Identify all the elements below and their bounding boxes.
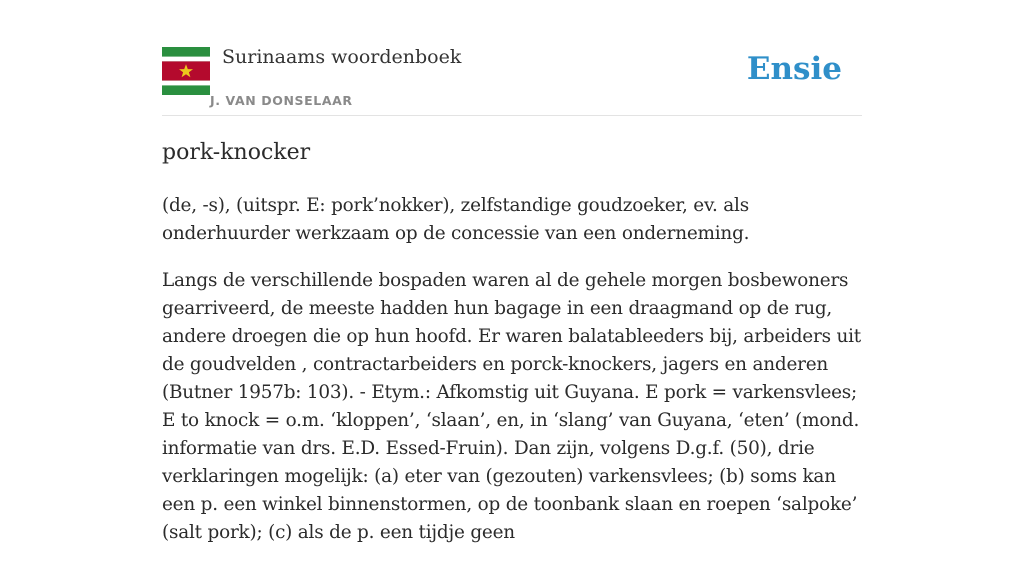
header-divider <box>162 115 862 116</box>
ensie-logo-link[interactable]: Ensie <box>746 51 842 87</box>
source-author[interactable]: J. VAN DONSELAAR <box>210 93 353 108</box>
definition-paragraph: Langs de verschillende bospaden waren al de gehele morgen bosbewoners gearriveerd, de meeste hadden hun bagage in een draagmand op de rug, andere droegen die op hun hoofd. Er waren balatableeders bij, arbeiders uit de goudvelden , contractarbeiders en porck-knockers, jagers en anderen (Butner 1957b: 103). - Etym.: Afkomstig uit Guyana. E pork = varkensvlees; E to knock = o.m. ‘kloppen’, ‘slaan’, en, in ‘slang’ van Guyana, ‘eten’ (mond. informatie van drs. E.D. Essed-Fruin). Dan zijn, volgens D.g.f. (50), drie verklaringen mogelijk: (a) eter van (gezouten) varkensvlees; (b) soms kan een p. een winkel binnenstormen, op de toonbank slaan en roepen ‘salpoke’ (salt pork); (c) als de p. een tijdje geen <box>162 270 861 543</box>
definition-paragraph: (de, -s), (uitspr. E: pork’nokker), zelfstandige goudzoeker, ev. als onderhuurder werkzaam op de concessie van een onderneming. <box>162 195 750 244</box>
source-title[interactable]: Surinaams woordenboek <box>222 46 462 68</box>
suriname-flag-icon <box>162 47 210 95</box>
entry-headword: pork-knocker <box>162 140 311 165</box>
entry-definition <box>162 192 862 566</box>
